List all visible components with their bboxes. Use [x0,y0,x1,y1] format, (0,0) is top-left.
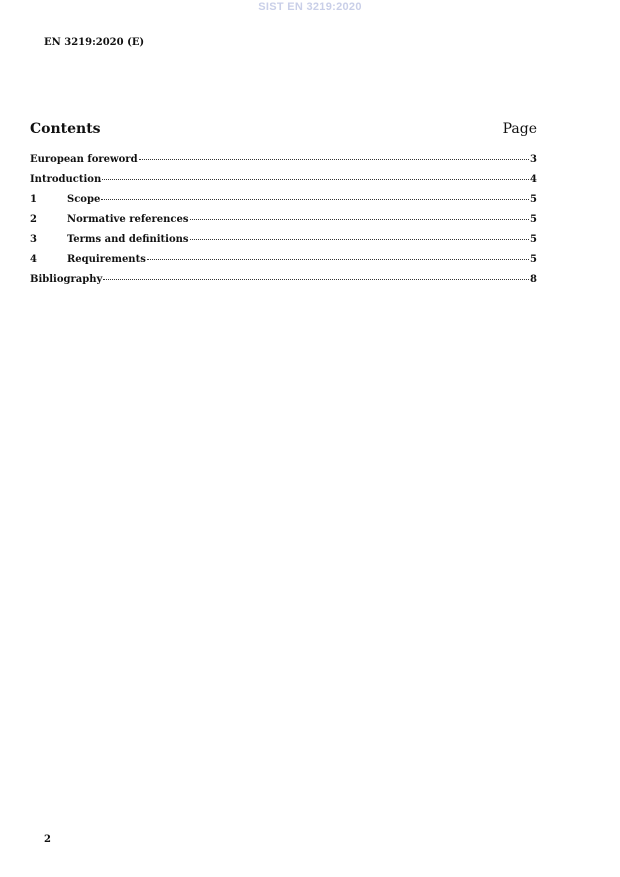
toc-leader-dots [102,179,529,180]
page-column-label: Page [502,121,537,137]
toc-entry-requirements[interactable] [30,254,537,274]
watermark: SIST EN 3219:2020 [258,1,362,13]
page-number: 2 [44,834,51,845]
toc-entry-title[interactable]: Scope [67,194,101,205]
toc-leader-dots [190,239,530,240]
toc-entry-page: 3 [530,154,537,165]
toc-entry-title[interactable]: Terms and definitions [67,234,189,245]
toc-entry-number: 2 [30,214,37,225]
contents-heading: Contents [30,121,101,137]
toc-entry-title[interactable]: Requirements [67,254,146,265]
document-id-header: EN 3219:2020 (E) [44,37,145,48]
toc-leader-dots [103,279,529,280]
toc-leader-dots [147,259,529,260]
toc-entry-terms-and-definitions[interactable] [30,234,537,254]
toc-leader-dots [139,159,529,160]
toc-entry-number: 1 [30,194,37,205]
toc-entry-title[interactable]: Introduction [30,174,102,185]
toc-leader-dots [190,219,530,220]
toc-entry-number: 4 [30,254,37,265]
toc-leader-dots [101,199,529,200]
toc-entry-number: 3 [30,234,37,245]
toc-entry-bibliography[interactable] [30,274,537,294]
toc-entry-page: 8 [530,274,537,285]
toc-entry-introduction[interactable] [30,174,537,194]
toc-entry-title[interactable]: Normative references [67,214,189,225]
toc-entry-page: 5 [530,234,537,245]
table-of-contents [30,154,537,294]
toc-entry-normative-references[interactable] [30,214,537,234]
toc-entry-scope[interactable] [30,194,537,214]
toc-entry-title[interactable]: Bibliography [30,274,103,285]
toc-entry-title[interactable]: European foreword [30,154,138,165]
toc-entry-european-foreword[interactable] [30,154,537,174]
toc-entry-page: 5 [530,254,537,265]
toc-entry-page: 4 [530,174,537,185]
toc-entry-page: 5 [530,194,537,205]
toc-entry-page: 5 [530,214,537,225]
